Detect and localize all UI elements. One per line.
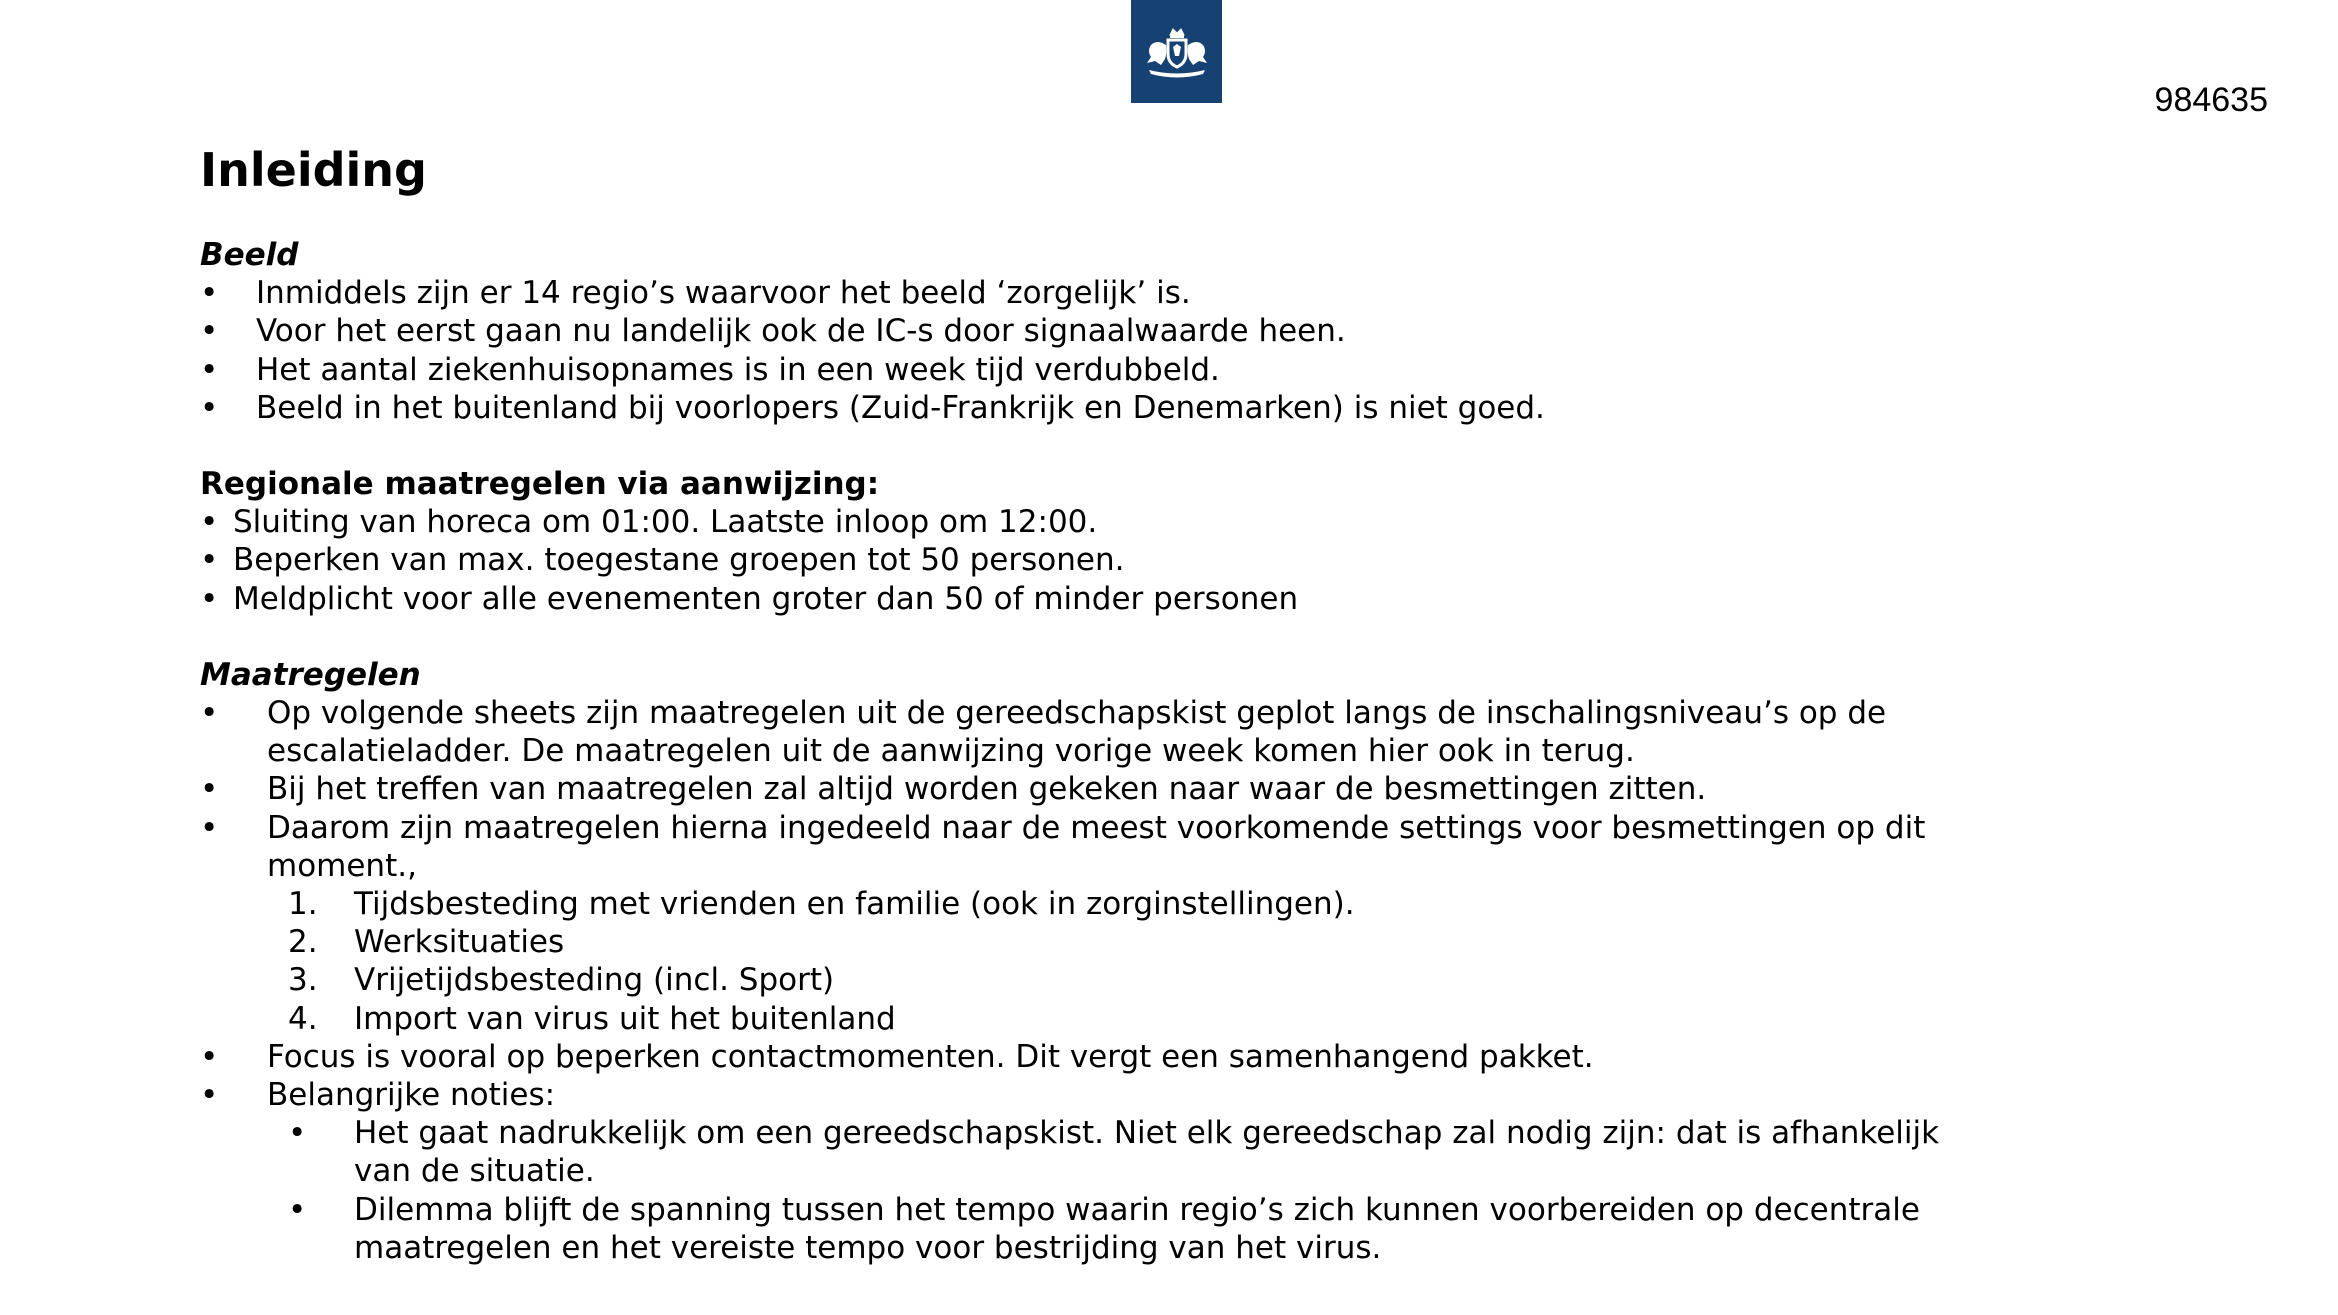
list-item: • Sluiting van horeca om 01:00. Laatste inloop om 12:00. xyxy=(200,504,1098,541)
note-item: • Het gaat nadrukkelijk om een gereedschapskist. Niet elk gereedschap zal nodig zijn: dat is afhankelijk van de situatie. xyxy=(288,1115,1940,1190)
bullet-icon: • xyxy=(200,771,219,808)
bullet-icon: • xyxy=(200,389,219,426)
bullet-icon: • xyxy=(200,695,219,732)
regionaal-list xyxy=(200,503,2000,618)
numbered-item: 4. Import van virus uit het buitenland xyxy=(288,1000,896,1037)
list-item: • Voor het eerst gaan nu landelijk ook de IC-s door signaalwaarde heen. xyxy=(200,313,1346,350)
list-item: • Beperken van max. toegestane groepen tot 50 personen. xyxy=(200,542,1125,579)
list-item: • Inmiddels zijn er 14 regio’s waarvoor het beeld ‘zorgelijk’ is. xyxy=(200,275,1191,312)
bullet-icon: • xyxy=(200,1038,219,1075)
numbered-item: 1. Tijdsbesteding met vrienden en familie (ook in zorginstellingen). xyxy=(288,886,1355,923)
list-item: • Meldplicht voor alle evenementen groter dan 50 of minder personen xyxy=(200,580,1299,617)
numbered-item: 2. Werksituaties xyxy=(288,924,565,961)
list-item: • Het aantal ziekenhuisopnames is in een week tijd verdubbeld. xyxy=(200,351,1220,388)
list-item: • Bij het treffen van maatregelen zal altijd worden gekeken naar waar de besmettingen zitten. xyxy=(200,771,1707,808)
list-item: • Daarom zijn maatregelen hierna ingedeeld naar de meest voorkomende settings voor besmettingen op dit moment., xyxy=(200,809,1926,884)
note-item: • Dilemma blijft de spanning tussen het tempo waarin regio’s zich kunnen voorbereiden op decentrale maatregelen en het vereiste tempo voor bestrijding van het virus. xyxy=(288,1191,1920,1266)
rijksoverheid-logo xyxy=(1131,0,1222,103)
list-item: • Belangrijke noties: xyxy=(200,1077,556,1114)
numbered-item: 3. Vrijetijdsbesteding (incl. Sport) xyxy=(288,962,835,999)
page-title: Inleiding xyxy=(200,143,427,197)
bullet-icon: • xyxy=(200,580,219,617)
document-number: 984635 xyxy=(2154,81,2268,119)
maatregelen-list-continued xyxy=(200,1038,2000,1114)
notes-sublist xyxy=(200,1114,2000,1267)
section-heading-regionaal: Regionale maatregelen via aanwijzing: xyxy=(200,466,880,503)
slide-content xyxy=(200,236,2000,1267)
coat-of-arms-icon xyxy=(1137,21,1217,83)
maatregelen-list xyxy=(200,694,2000,885)
bullet-icon: • xyxy=(200,504,219,541)
bullet-icon: • xyxy=(200,275,219,312)
bullet-icon: • xyxy=(200,351,219,388)
section-heading-maatregelen: Maatregelen xyxy=(200,656,421,693)
bullet-icon: • xyxy=(288,1191,307,1228)
list-item: • Beeld in het buitenland bij voorlopers (Zuid-Frankrijk en Denemarken) is niet goed. xyxy=(200,389,1545,426)
bullet-icon: • xyxy=(200,313,219,350)
bullet-icon: • xyxy=(288,1115,307,1152)
beeld-list xyxy=(200,274,2000,427)
section-heading-beeld: Beeld xyxy=(200,237,299,273)
list-item: • Focus is vooral op beperken contactmomenten. Dit vergt een samenhangend pakket. xyxy=(200,1038,1594,1075)
bullet-icon: • xyxy=(200,542,219,579)
bullet-icon: • xyxy=(200,809,219,846)
list-item: • Op volgende sheets zijn maatregelen uit de gereedschapskist geplot langs de inschalingsniveau’s op de escalatieladder. De maatregelen uit de aanwijzing vorige week komen hier ook in terug. xyxy=(200,695,1887,770)
settings-numbered-list xyxy=(200,885,2000,1038)
bullet-icon: • xyxy=(200,1077,219,1114)
